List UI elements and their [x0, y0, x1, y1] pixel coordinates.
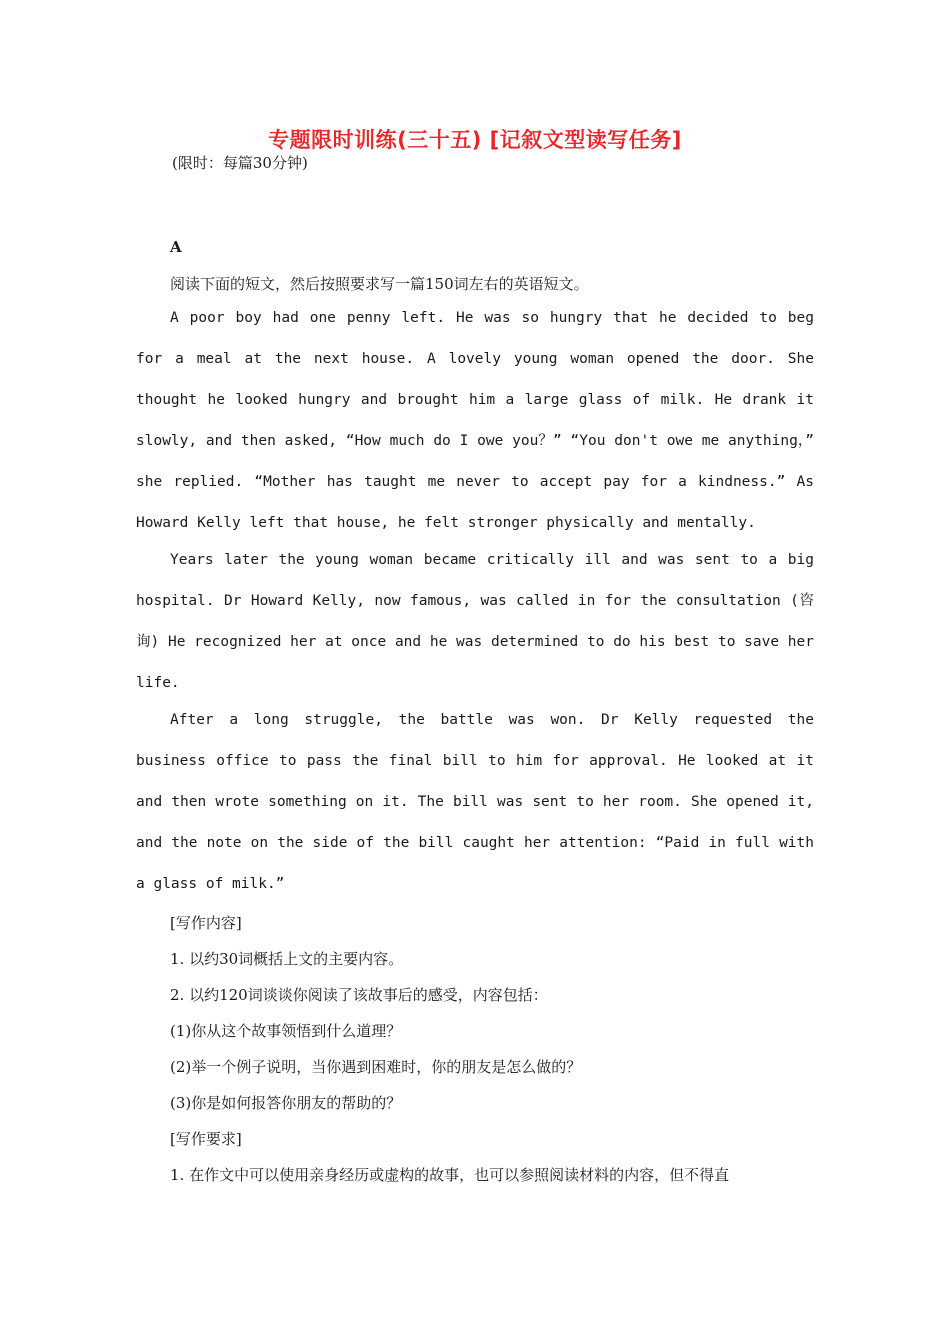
- paragraph-text: Years later the young woman became critically ill and was sent to a big hospital. Dr Howard Kelly, now famous, was called in for the consultation (咨询) He recognized her at once and he was determined to do his best to save her life.: [136, 552, 814, 691]
- passage-paragraph-1: [136, 298, 814, 544]
- writing-content-item-2: 2. 以约120词谈谈你阅读了该故事后的感受，内容包括：: [170, 986, 548, 1004]
- writing-content-subitem-3: (3)你是如何报答你朋友的帮助的？: [170, 1094, 402, 1112]
- writing-content-heading: [写作内容]: [170, 914, 242, 932]
- writing-requirements-heading: [写作要求]: [170, 1130, 242, 1148]
- writing-content-item-1: 1. 以约30词概括上文的主要内容。: [170, 950, 404, 968]
- writing-content-subitem-1: (1)你从这个故事领悟到什么道理？: [170, 1022, 402, 1040]
- page-title: 专题限时训练(三十五) [记叙文型读写任务]: [268, 128, 682, 152]
- writing-requirements-item-1: 1. 在作文中可以使用亲身经历或虚构的故事，也可以参照阅读材料的内容，但不得直: [170, 1166, 730, 1184]
- task-instruction: 阅读下面的短文，然后按照要求写一篇150词左右的英语短文。: [170, 275, 589, 293]
- writing-content-subitem-2: (2)举一个例子说明，当你遇到困难时，你的朋友是怎么做的？: [170, 1058, 582, 1076]
- time-limit-note: (限时：每篇30分钟): [172, 154, 308, 172]
- passage-paragraph-3: [136, 700, 814, 905]
- section-label: A: [170, 238, 182, 256]
- passage-paragraph-2: [136, 540, 814, 704]
- paragraph-text: A poor boy had one penny left. He was so hungry that he decided to beg for a meal at the next house. A lovely young woman opened the door. She thought he looked hungry and brought him a large glass of milk. He drank it slowly, and then asked, “How much do I owe you？” “You don't owe me anything，” she replied. “Mother has taught me never to accept pay for a kindness.” As Howard Kelly left that house, he felt stronger physically and mentally.: [136, 310, 814, 531]
- paragraph-text: After a long struggle, the battle was won. Dr Kelly requested the business office to pass the final bill to him for approval. He looked at it and then wrote something on it. The bill was sent to her room. She opened it, and the note on the side of the bill caught her attention: “Paid in full with a glass of milk.”: [136, 712, 814, 892]
